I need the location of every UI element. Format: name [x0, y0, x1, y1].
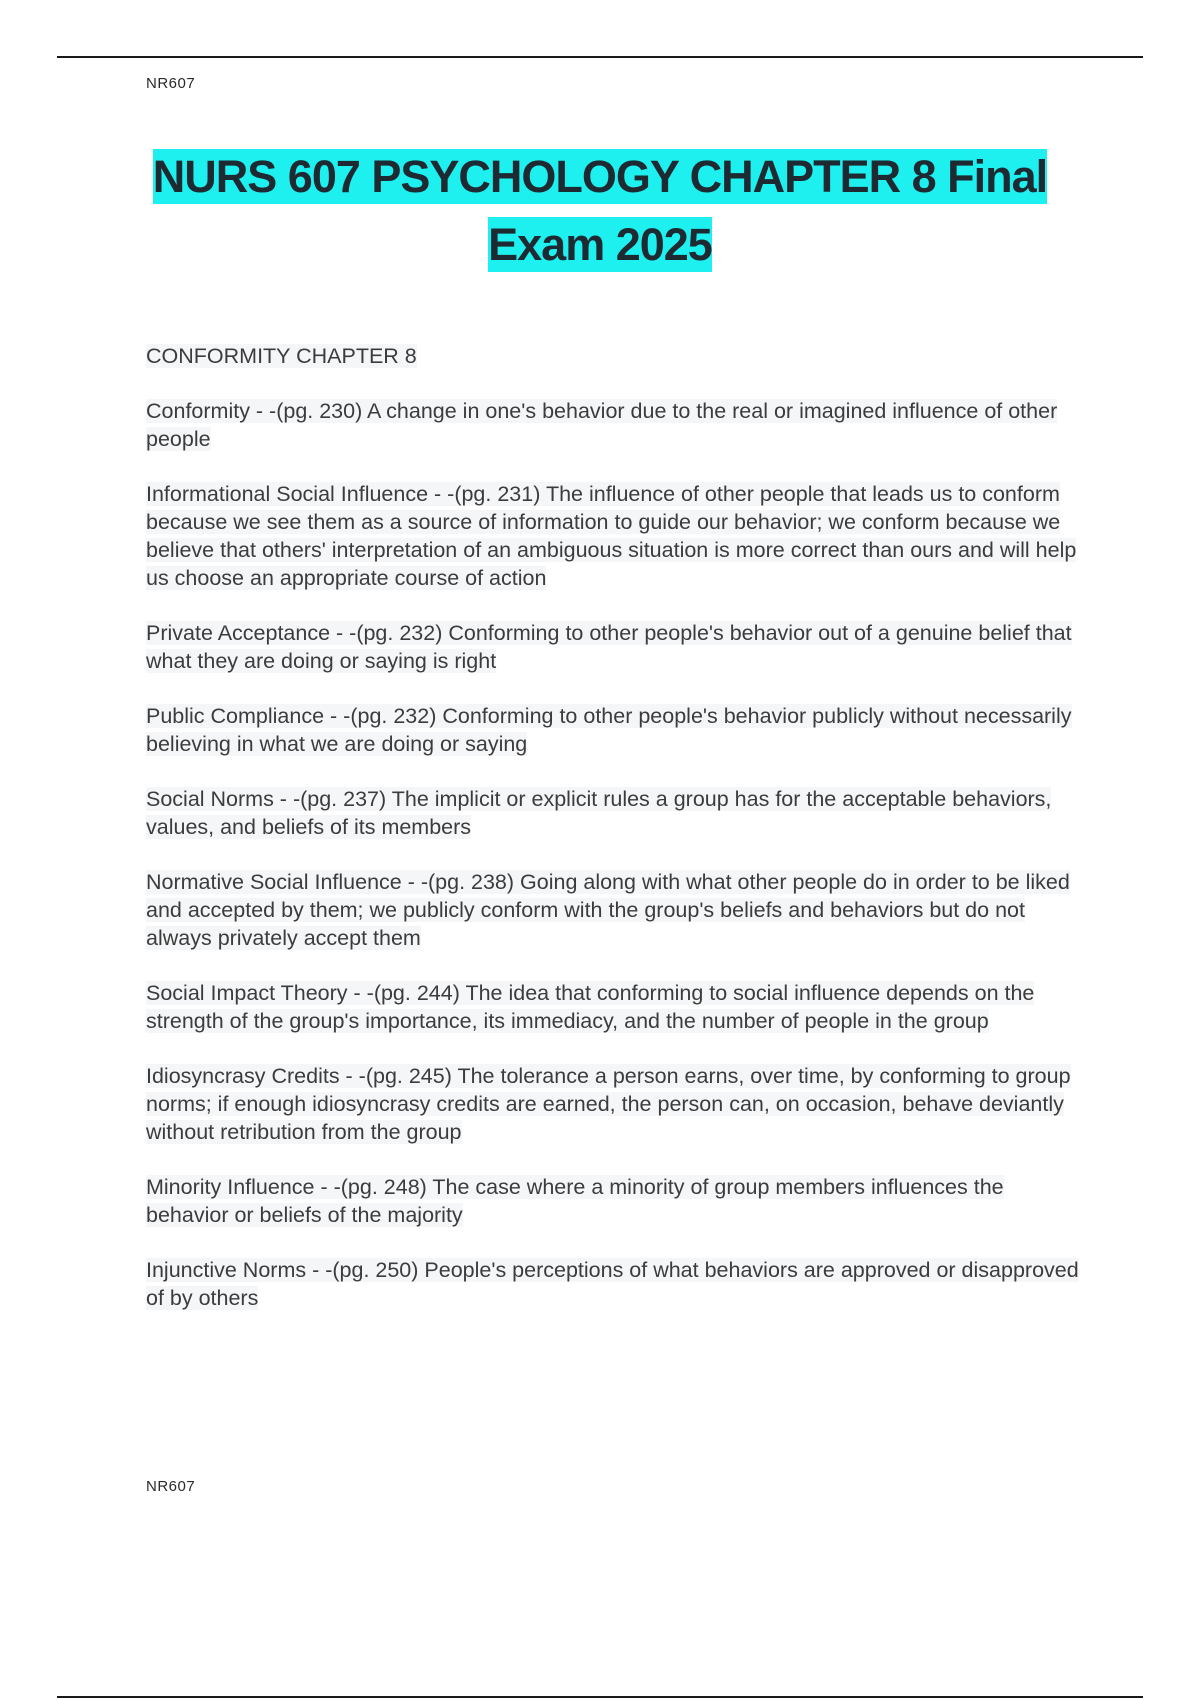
glossary-entry-private-acceptance: Private Acceptance - -(pg. 232) Conforming to other people's behavior out of a genuine belief that what they are doing or saying is right [146, 621, 1072, 673]
glossary-entry-injunctive-norms: Injunctive Norms - -(pg. 250) People's perceptions of what behaviors are approved or disapproved of by others [146, 1258, 1079, 1310]
glossary-entry-informational-social-influence: Informational Social Influence - -(pg. 231) The influence of other people that leads us to conform because we see them as a source of information to guide our behavior; we conform because we believe that others' interpretation of an ambiguous situation is more correct than ours and will help us choose an appropriate course of action [146, 482, 1077, 590]
section-heading: CONFORMITY CHAPTER 8 [146, 344, 417, 368]
title-line-1: NURS 607 PSYCHOLOGY CHAPTER 8 Final [152, 151, 1048, 202]
glossary-entry-conformity: Conformity - -(pg. 230) A change in one's behavior due to the real or imagined influence of other people [146, 399, 1058, 451]
footer-course-code: NR607 [146, 1478, 196, 1495]
document-title [100, 148, 1100, 284]
bottom-rule [57, 1696, 1143, 1698]
glossary-entry-minority-influence: Minority Influence - -(pg. 248) The case where a minority of group members influences the behavior or beliefs of the majority [146, 1175, 1004, 1227]
glossary-entry-normative-social-influence: Normative Social Influence - -(pg. 238) Going along with what other people do in order to be liked and accepted by them; we publicly conform with the group's beliefs and behaviors but do not always privately accept them [146, 870, 1070, 950]
header-course-code: NR607 [146, 75, 196, 92]
glossary-entry-social-norms: Social Norms - -(pg. 237) The implicit or explicit rules a group has for the acceptable behaviors, values, and beliefs of its members [146, 787, 1052, 839]
top-rule [57, 56, 1143, 58]
glossary-entry-social-impact-theory: Social Impact Theory - -(pg. 244) The idea that conforming to social influence depends on the strength of the group's importance, its immediacy, and the number of people in the group [146, 981, 1035, 1033]
glossary-entry-idiosyncrasy-credits: Idiosyncrasy Credits - -(pg. 245) The tolerance a person earns, over time, by conforming to group norms; if enough idiosyncrasy credits are earned, the person can, on occasion, behave deviantly without retribution from the group [146, 1064, 1071, 1144]
document-body [146, 342, 1086, 1339]
glossary-entry-public-compliance: Public Compliance - -(pg. 232) Conforming to other people's behavior publicly without necessarily believing in what we are doing or saying [146, 704, 1072, 756]
title-line-2: Exam 2025 [488, 219, 712, 270]
